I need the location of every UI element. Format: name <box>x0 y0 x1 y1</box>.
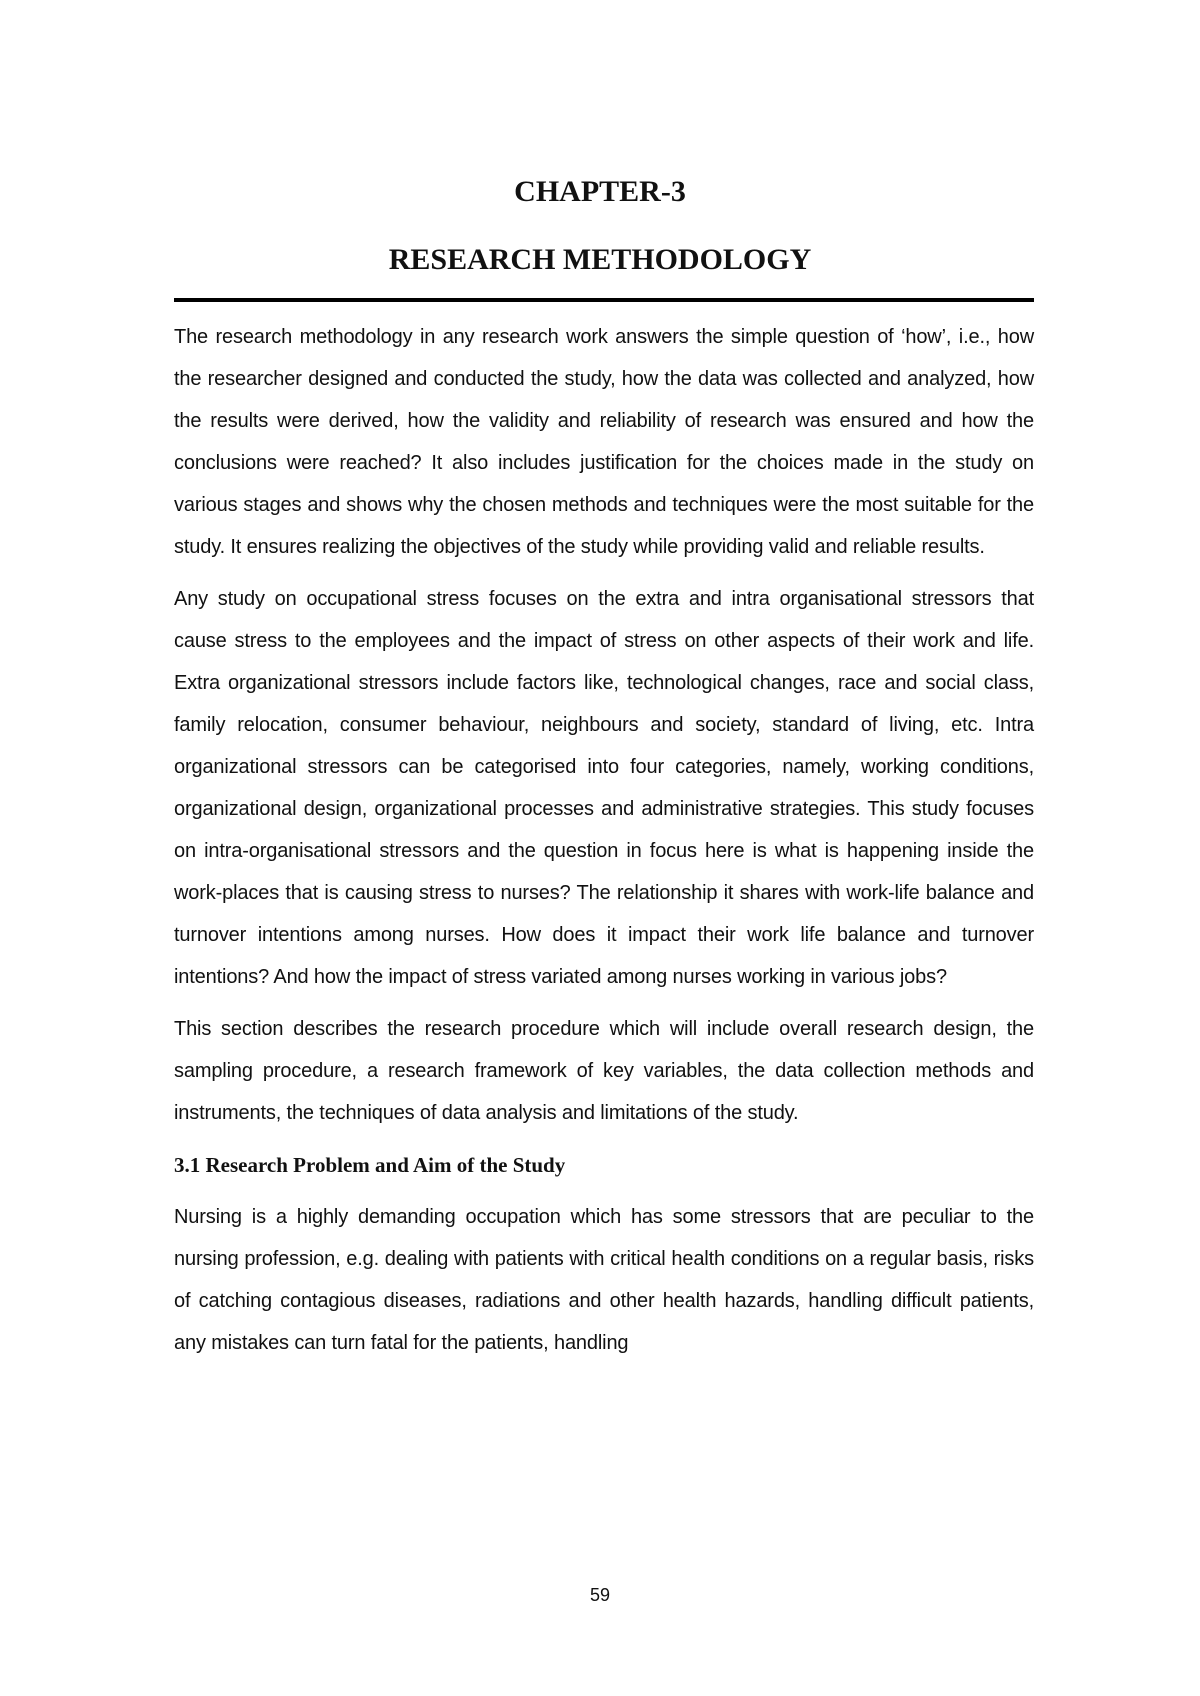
body-text <box>174 316 1034 1374</box>
title-divider <box>174 298 1034 302</box>
paragraph-research-problem: Nursing is a highly demanding occupation which has some stressors that are peculiar to the nursing profession, e.g. dealing with patients with critical health conditions on a regular basis, risks of catching contagious diseases, radiations and other health hazards, handling difficult patients, any mistakes can turn fatal for the patients, handling <box>174 1206 1034 1354</box>
chapter-title: RESEARCH METHODOLOGY <box>388 243 812 276</box>
section-heading: 3.1 Research Problem and Aim of the Study <box>174 1153 566 1177</box>
chapter-number: CHAPTER-3 <box>514 175 686 208</box>
paragraph-section-overview: This section describes the research procedure which will include overall research design, the sampling procedure, a research framework of key variables, the data collection methods and instruments, the techniques of data analysis and limitations of the study. <box>174 1018 1034 1124</box>
paragraph-intro: The research methodology in any research work answers the simple question of ‘how’, i.e., how the researcher designed and conducted the study, how the data was collected and analyzed, how the results were derived, how the validity and reliability of research was ensured and how the conclusions were reached? It also includes justification for the choices made in the study on various stages and shows why the chosen methods and techniques were the most suitable for the study. It ensures realizing the objectives of the study while providing valid and reliable results. <box>174 326 1034 558</box>
paragraph-occupational-stress: Any study on occupational stress focuses on the extra and intra organisational stressors that cause stress to the employees and the impact of stress on other aspects of their work and life. Extra organizational stressors include factors like, technological changes, race and social class, family relocation, consumer behaviour, neighbours and society, standard of living, etc. Intra organizational stressors can be categorised into four categories, namely, working conditions, organizational design, organizational processes and administrative strategies. This study focuses on intra-organisational stressors and the question in focus here is what is happening inside the work-places that is causing stress to nurses? The relationship it shares with work-life balance and turnover intentions among nurses. How does it impact their work life balance and turnover intentions? And how the impact of stress variated among nurses working in various jobs? <box>174 588 1034 988</box>
page-number: 59 <box>589 1585 611 1605</box>
